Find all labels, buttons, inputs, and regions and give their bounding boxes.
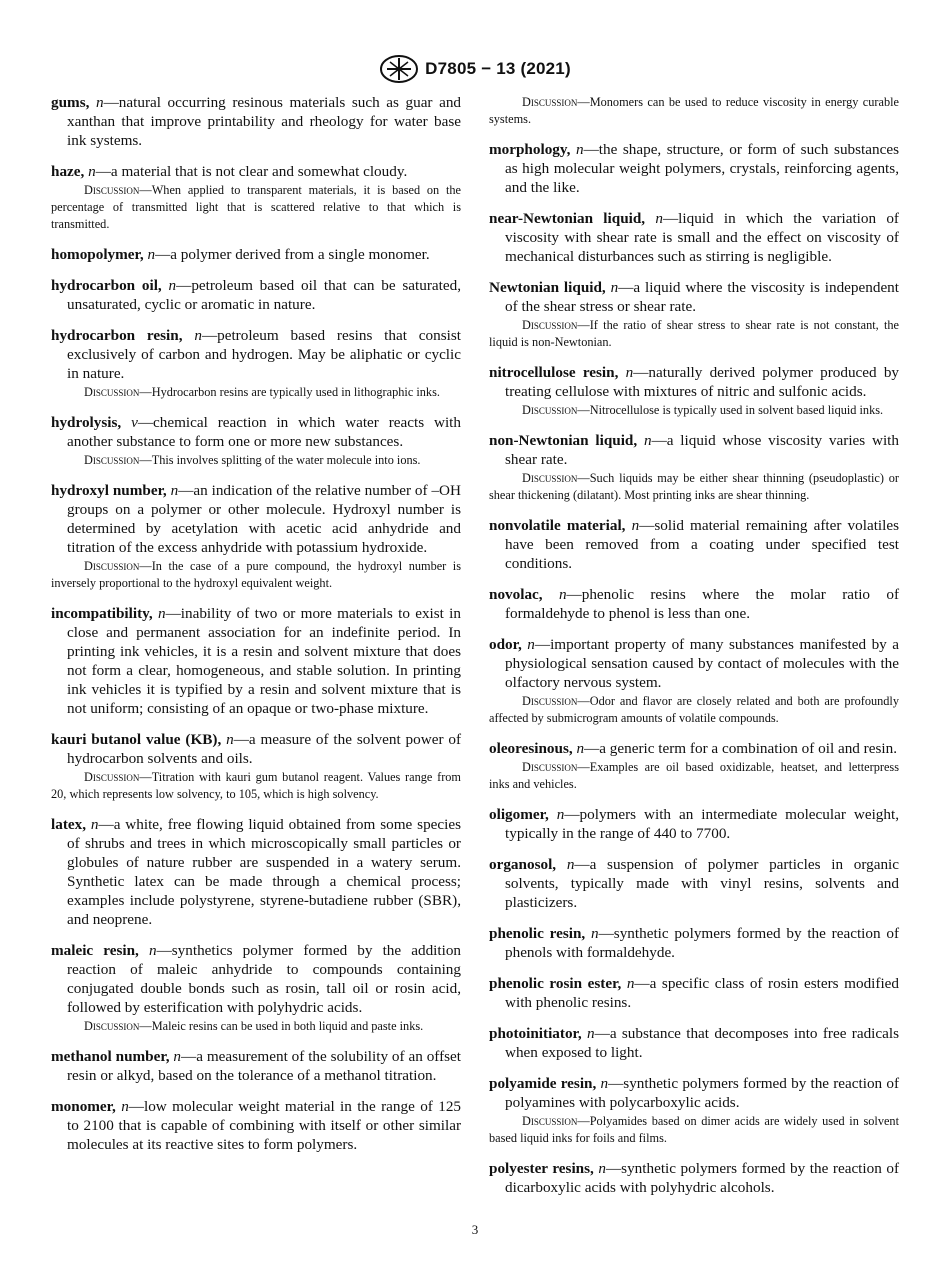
part-of-speech: n — [88, 163, 96, 180]
definition-text: —petroleum based resins that consist exclusively of carbon and hydrogen. May be aliphatic or cyclic in nature. — [67, 327, 461, 382]
definition-text: —synthetics polymer formed by the addition reaction of maleic anhydride to compounds containing conjugated double bonds such as rosin, tall oil or rosin acid, followed by esterification with polyhydric acids. — [67, 942, 462, 1016]
discussion-text: —This involves splitting of the water molecule into ions. — [139, 453, 421, 467]
definition — [51, 1047, 461, 1085]
definition — [51, 326, 461, 383]
glossary-entry — [489, 1159, 899, 1197]
term: non-Newtonian liquid, — [489, 432, 638, 449]
term: organosol, — [489, 856, 557, 873]
glossary-entry — [489, 924, 899, 962]
right-column — [489, 93, 899, 1209]
page-number: 3 — [471, 1222, 479, 1237]
glossary-entry — [489, 431, 899, 504]
discussion-text: —Nitrocellulose is typically used in solvent based liquid inks. — [577, 403, 884, 417]
part-of-speech: n — [643, 432, 652, 449]
term: homopolymer, — [51, 246, 144, 263]
part-of-speech: n — [598, 1160, 606, 1177]
definition-text: —a polymer derived from a single monomer. — [155, 246, 430, 263]
discussion-note — [51, 452, 461, 469]
definition — [489, 516, 899, 573]
term: nitrocellulose resin, — [489, 364, 619, 381]
glossary-entry — [489, 278, 899, 351]
standard-designation: D7805 − 13 (2021) — [425, 59, 571, 78]
glossary-entry — [489, 974, 899, 1012]
definition-text: —low molecular weight material in the range of 125 to 2100 that is capable of combining with itself or other similar molecules at its reactive sites to form polymers. — [67, 1098, 462, 1153]
term: morphology, — [489, 141, 571, 158]
term: hydrocarbon resin, — [51, 327, 183, 344]
definition-text: —a white, free flowing liquid obtained from some species of shrubs and trees in which microscopically small particles or globules of nature rubber are suspended in a watery serum. Synthetic latex can be made through a chemical process; examples include polystyrene, styrene-butadiene rubber (SBR), and neoprene. — [67, 816, 462, 928]
part-of-speech: n — [96, 94, 104, 111]
glossary-entry — [489, 140, 899, 197]
glossary-entry — [51, 276, 461, 314]
term: nonvolatile material, — [489, 517, 626, 534]
term: near-Newtonian liquid, — [489, 210, 646, 227]
glossary-entry — [489, 363, 899, 419]
definition — [489, 1024, 899, 1062]
discussion-label: Discussion — [84, 183, 140, 197]
part-of-speech: n — [575, 141, 584, 158]
definition-text: —natural occurring resinous materials such as guar and xanthan that improve printability and rheology for water base ink systems. — [67, 94, 462, 149]
definition — [489, 278, 899, 316]
term: phenolic rosin ester, — [489, 975, 622, 992]
glossary-entry — [489, 635, 899, 727]
definition-text: —a specific class of rosin esters modified with phenolic resins. — [505, 975, 899, 1011]
term: Newtonian liquid, — [489, 279, 606, 296]
discussion-note — [51, 1018, 461, 1035]
term: gums, — [51, 94, 90, 111]
part-of-speech: n — [121, 1098, 129, 1115]
definition-text: —an indication of the relative number of –OH groups on a polymer or other molecule. Hydroxyl number is determined by acetylation with acetic acid anhydride and titration of the excess anhydride with potassium hydroxide. — [67, 482, 461, 556]
discussion-label: Discussion — [522, 694, 578, 708]
part-of-speech: n — [90, 816, 99, 833]
definition-text: —inability of two or more materials to exist in close and permanent association for an indefinite period. In printing ink vehicles, it is a resin and solvent mixture that does not form a clear, homogeneous, and stable solution. In printing ink vehicles it is typified by a resin and solvent mixture that is not uniform; consisting of an opaque or two-phase mixture. — [67, 605, 461, 717]
discussion-text: —When applied to transparent materials, it is based on the percentage of transmitted light that is scattered relative to that which is transmitted. — [51, 183, 461, 231]
definition-text: —a generic term for a combination of oil and resin. — [584, 740, 898, 757]
discussion-text: —Odor and flavor are closely related and both are profoundly affected by submicrogram amounts of volatile compounds. — [489, 694, 899, 725]
definition — [51, 162, 461, 181]
glossary-entry — [489, 739, 899, 793]
discussion-note — [489, 1113, 899, 1147]
term: methanol number, — [51, 1048, 170, 1065]
definition — [489, 1159, 899, 1197]
discussion-note — [489, 317, 899, 351]
definition-text: —polymers with an intermediate molecular weight, typically in the range of 440 to 7700. — [505, 806, 899, 842]
definition — [51, 481, 461, 557]
term: hydrocarbon oil, — [51, 277, 162, 294]
term: hydroxyl number, — [51, 482, 167, 499]
part-of-speech: n — [556, 806, 565, 823]
definition — [51, 93, 461, 150]
part-of-speech: n — [168, 277, 177, 294]
glossary-entry — [51, 815, 461, 929]
glossary-entry — [51, 1047, 461, 1085]
definition — [51, 413, 461, 451]
term: polyamide resin, — [489, 1075, 597, 1092]
discussion-note — [51, 384, 461, 401]
part-of-speech: n — [625, 364, 634, 381]
term: odor, — [489, 636, 522, 653]
definition-text: —chemical reaction in which water reacts with another substance to form one or more new substances. — [67, 414, 461, 450]
glossary-entry — [489, 1074, 899, 1147]
discussion-note — [489, 693, 899, 727]
part-of-speech: n — [170, 482, 179, 499]
glossary-entry — [51, 93, 461, 150]
definition-text: —naturally derived polymer produced by treating cellulose with mixtures of nitric and sulfonic acids. — [505, 364, 900, 400]
term: haze, — [51, 163, 85, 180]
discussion-note — [489, 759, 899, 793]
term: latex, — [51, 816, 87, 833]
discussion-label: Discussion — [522, 760, 578, 774]
term: incompatibility, — [51, 605, 153, 622]
part-of-speech: n — [157, 605, 166, 622]
definition-text: —synthetic polymers formed by the reaction of phenols with formaldehyde. — [505, 925, 900, 961]
page-header — [0, 52, 950, 86]
definition-text: —a suspension of polymer particles in organic solvents, typically made with vinyl resins, solvents and plasticizers. — [505, 856, 900, 911]
discussion-note — [51, 769, 461, 803]
term: maleic resin, — [51, 942, 139, 959]
discussion-text: —Such liquids may be either shear thinning (pseudoplastic) or shear thickening (dilatant). Most printing inks are shear thinning. — [489, 471, 899, 502]
glossary-entry — [51, 162, 461, 233]
definition-text: —a liquid where the viscosity is independent of the shear stress or shear rate. — [505, 279, 899, 315]
part-of-speech: n — [194, 327, 202, 344]
definition-text: —a liquid whose viscosity varies with shear rate. — [505, 432, 899, 468]
discussion-note — [489, 402, 899, 419]
glossary-entry — [51, 481, 461, 592]
discussion-label: Discussion — [522, 95, 578, 109]
part-of-speech: n — [600, 1075, 609, 1092]
discussion-continuation — [489, 94, 899, 128]
part-of-speech: n — [610, 279, 619, 296]
definition — [489, 739, 899, 758]
glossary-entry — [489, 855, 899, 912]
glossary-entry — [51, 730, 461, 803]
part-of-speech: n — [173, 1048, 181, 1065]
glossary-entry — [489, 209, 899, 266]
term: monomer, — [51, 1098, 116, 1115]
glossary-entry — [489, 805, 899, 843]
definition — [489, 924, 899, 962]
definition — [51, 604, 461, 718]
definition-text: —synthetic polymers formed by the reaction of polyamines with polycarboxylic acids. — [505, 1075, 900, 1111]
glossary-entry — [489, 1024, 899, 1062]
part-of-speech: n — [655, 210, 663, 227]
discussion-note — [51, 182, 461, 233]
glossary-entry — [51, 1097, 461, 1154]
discussion-label: Discussion — [84, 1019, 140, 1033]
glossary-entry — [489, 585, 899, 623]
definition-text: —a material that is not clear and somewhat cloudy. — [95, 163, 408, 180]
part-of-speech: n — [591, 925, 599, 942]
part-of-speech: n — [631, 517, 640, 534]
definition — [489, 209, 899, 266]
discussion-label: Discussion — [522, 471, 578, 485]
discussion-text: —Examples are oil based oxidizable, heatset, and letterpress inks and vehicles. — [489, 760, 899, 791]
definition — [51, 276, 461, 314]
left-column — [51, 93, 461, 1166]
discussion-text: —If the ratio of shear stress to shear rate is not constant, the liquid is non-Newtonian. — [489, 318, 899, 349]
part-of-speech: n — [527, 636, 535, 653]
discussion-label: Discussion — [84, 385, 140, 399]
discussion-label: Discussion — [522, 403, 578, 417]
part-of-speech: n — [147, 246, 156, 263]
term: phenolic resin, — [489, 925, 586, 942]
term: oligomer, — [489, 806, 549, 823]
definition-text: —solid material remaining after volatiles have been removed from a coating under specified test conditions. — [505, 517, 900, 572]
definition — [489, 805, 899, 843]
definition-text: —phenolic resins where the molar ratio of formaldehyde to phenol is less than one. — [505, 586, 900, 622]
discussion-label: Discussion — [84, 453, 140, 467]
glossary-entry — [51, 604, 461, 718]
term: kauri butanol value (KB), — [51, 731, 222, 748]
definition — [51, 730, 461, 768]
term: hydrolysis, — [51, 414, 122, 431]
definition — [489, 140, 899, 197]
definition — [489, 585, 899, 623]
discussion-note — [51, 558, 461, 592]
definition — [489, 1074, 899, 1112]
definition-text: —synthetic polymers formed by the reaction of dicarboxylic acids with polyhydric alcohols. — [505, 1160, 900, 1196]
definition-text: —a measurement of the solubility of an offset resin or alkyd, based on the tolerance of a methanol titration. — [67, 1048, 461, 1084]
definition-text: —petroleum based oil that can be saturated, unsaturated, cyclic or aromatic in nature. — [67, 277, 462, 313]
definition-text: —a measure of the solvent power of hydrocarbon solvents and oils. — [67, 731, 462, 767]
glossary-entry — [51, 245, 461, 264]
definition — [51, 941, 461, 1017]
part-of-speech: n — [558, 586, 567, 603]
definition — [489, 855, 899, 912]
discussion-text: —In the case of a pure compound, the hydroxyl number is inversely proportional to the hydroxyl equivalent weight. — [51, 559, 461, 590]
discussion-text: —Maleic resins can be used in both liquid and paste inks. — [139, 1019, 424, 1033]
glossary-entry — [51, 326, 461, 401]
discussion-text: —Monomers can be used to reduce viscosity in energy curable systems. — [489, 95, 899, 126]
glossary-entry — [489, 516, 899, 573]
discussion-text: —Hydrocarbon resins are typically used in lithographic inks. — [139, 385, 440, 399]
definition — [489, 635, 899, 692]
definition — [51, 1097, 461, 1154]
part-of-speech: n — [566, 856, 575, 873]
glossary-entry — [51, 941, 461, 1035]
term: polyester resins, — [489, 1160, 594, 1177]
definition — [51, 245, 461, 264]
part-of-speech: n — [587, 1025, 595, 1042]
definition-text: —liquid in which the variation of viscosity with shear rate is small and the effect on viscosity of mechanical disturbances such as stirring is negligible. — [505, 210, 899, 265]
part-of-speech: n — [148, 942, 157, 959]
definition — [489, 974, 899, 1012]
glossary-entry — [51, 413, 461, 469]
term: novolac, — [489, 586, 543, 603]
discussion-text: —Titration with kauri gum butanol reagent. Values range from 20, which represents low solvency, to 105, which is high solvency. — [51, 770, 461, 801]
part-of-speech: n — [576, 740, 585, 757]
astm-logo — [379, 54, 419, 84]
definition-text: —important property of many substances manifested by a physiological sensation caused by contact of molecules with the olfactory nervous system. — [505, 636, 900, 691]
part-of-speech: n — [626, 975, 635, 992]
discussion-label: Discussion — [522, 1114, 578, 1128]
discussion-label: Discussion — [84, 770, 140, 784]
definition-text: —a substance that decomposes into free radicals when exposed to light. — [505, 1025, 899, 1061]
definition — [489, 363, 899, 401]
term: photoinitiator, — [489, 1025, 582, 1042]
discussion-label: Discussion — [84, 559, 140, 573]
definition-text: —the shape, structure, or form of such substances as high molecular weight polymers, crystals, reinforcing agents, and the like. — [505, 141, 900, 196]
part-of-speech: v — [131, 414, 138, 431]
part-of-speech: n — [226, 731, 234, 748]
discussion-label: Discussion — [522, 318, 578, 332]
definition — [51, 815, 461, 929]
discussion-text: —Polyamides based on dimer acids are widely used in solvent based liquid inks for foils and films. — [489, 1114, 899, 1145]
discussion-note — [489, 470, 899, 504]
term: oleoresinous, — [489, 740, 573, 757]
definition — [489, 431, 899, 469]
